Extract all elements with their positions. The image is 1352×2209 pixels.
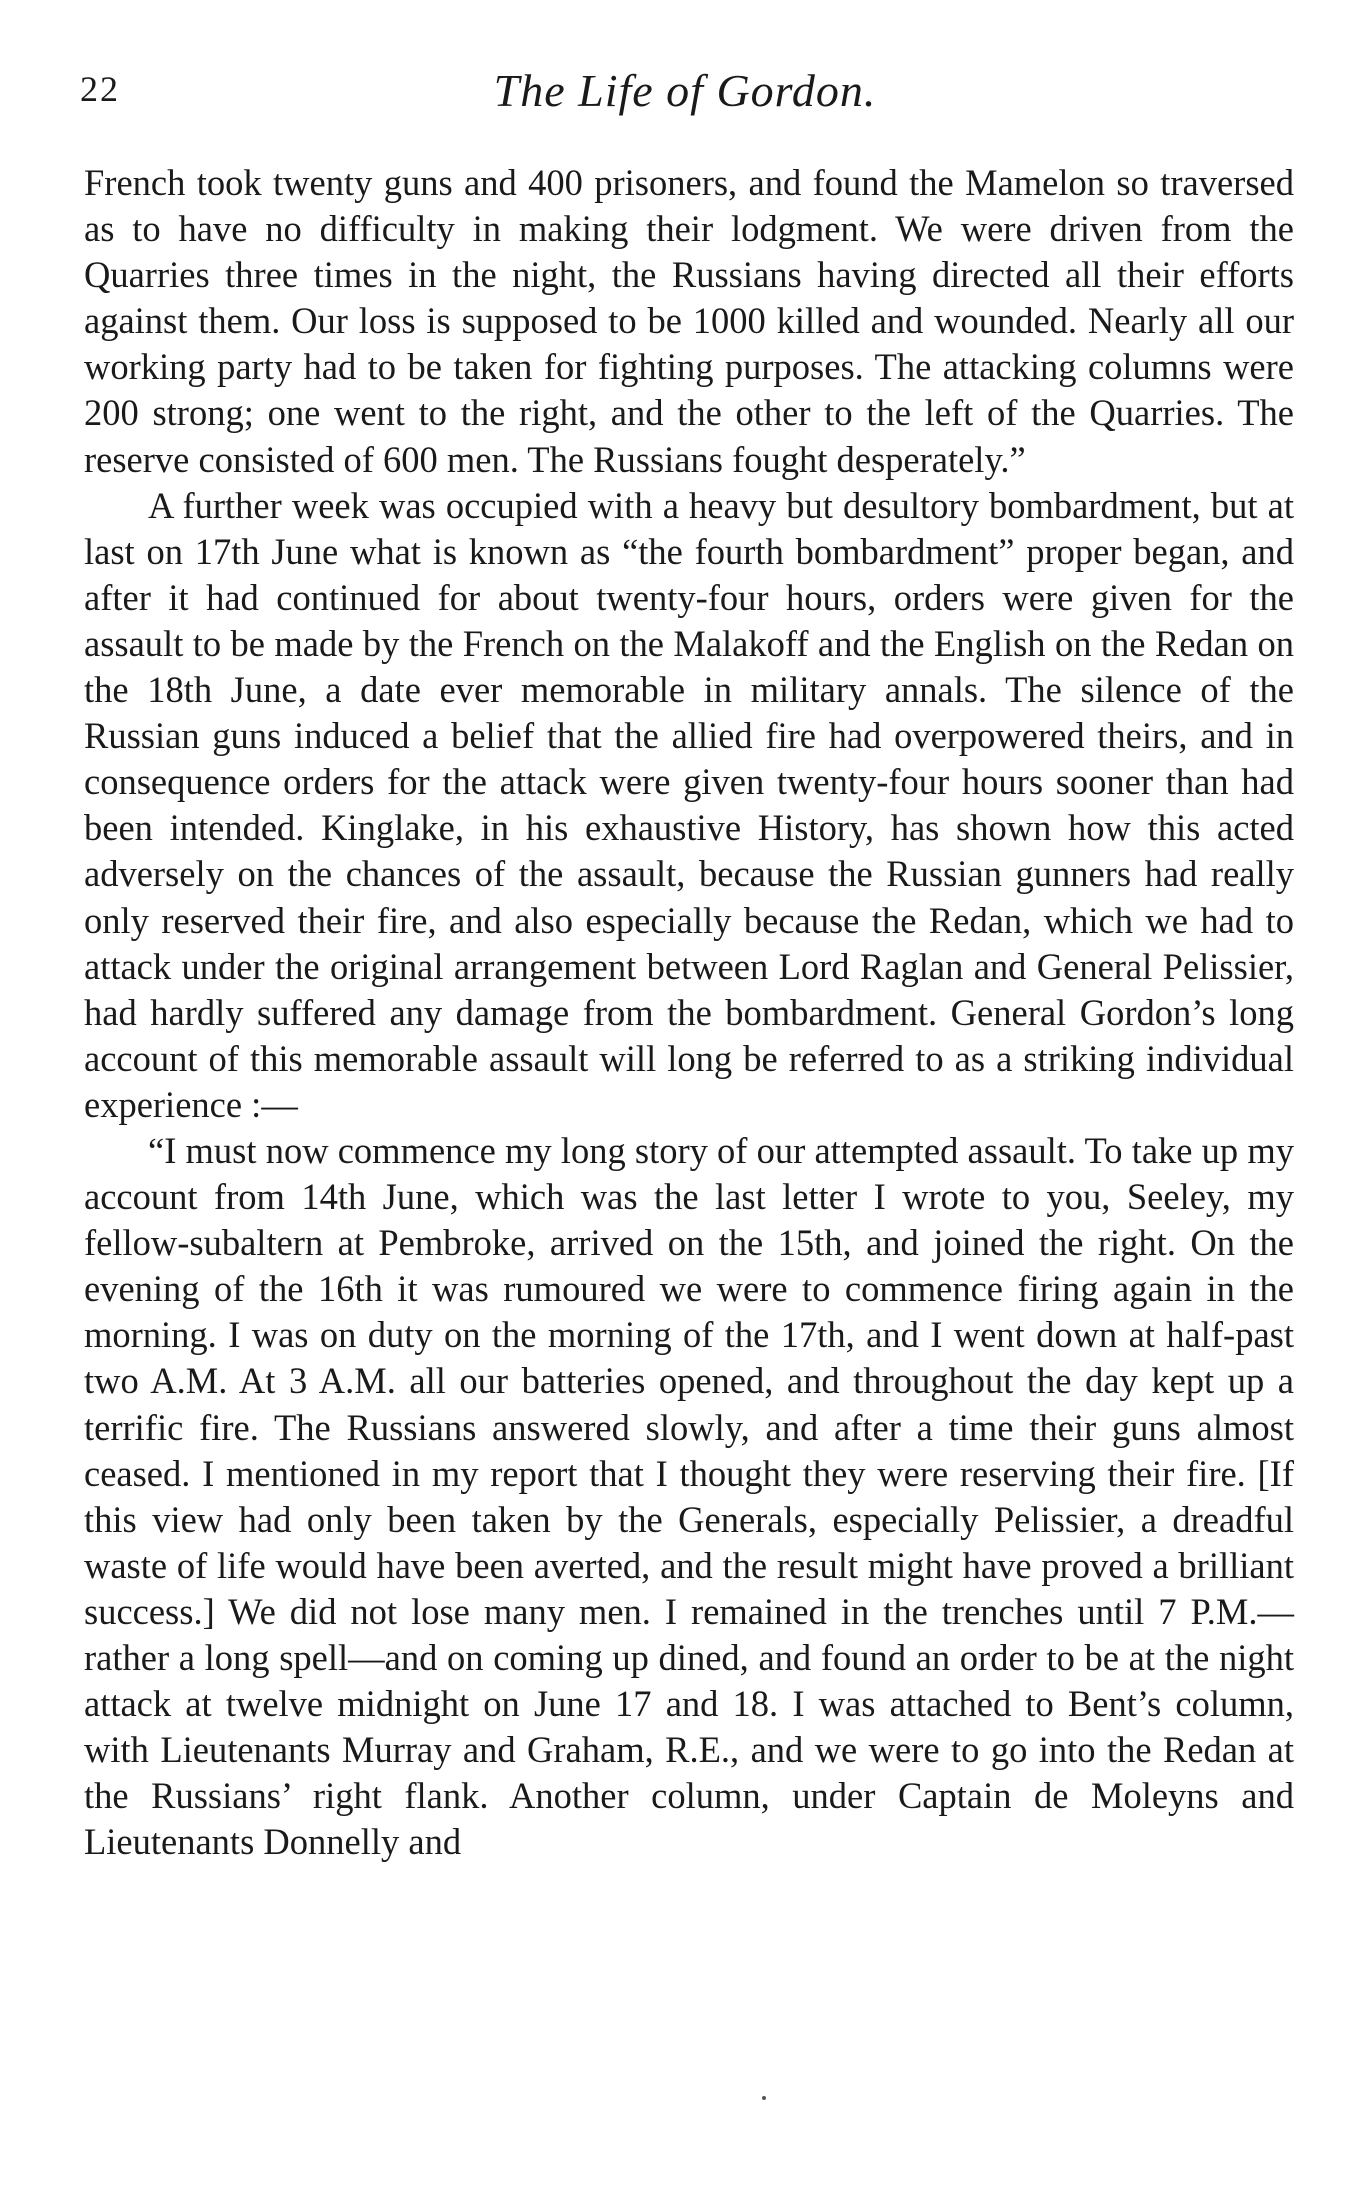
page-header bbox=[80, 64, 1290, 124]
paragraph-3: “I must now commence my long story of our attempted assault. To take up my account from 14th June, which was the last letter I wrote to you, Seeley, my fellow-subaltern at Pembroke, arrived on the 15th, and joined the right. On the evening of the 16th it was rumoured we were to commence firing again in the morning. I was on duty on the morning of the 17th, and I went down at half-past two A.M. At 3 A.M. all our batteries opened, and throughout the day kept up a terrific fire. The Russians answered slowly, and after a time their guns almost ceased. I mentioned in my report that I thought they were reserving their fire. [If this view had only been taken by the Generals, especially Pelissier, a dreadful waste of life would have been averted, and the result might have proved a brilliant success.] We did not lose many men. I remained in the trenches until 7 P.M.—rather a long spell—and on coming up dined, and found an order to be at the night attack at twelve midnight on June 17 and 18. I was attached to Bent’s column, with Lieutenants Murray and Graham, R.E., and we were to go into the Redan at the Russians’ right flank. Another column, under Captain de Moleyns and Lieutenants Donnelly and bbox=[84, 1129, 1294, 1863]
page-number: 22 bbox=[80, 69, 120, 109]
body-text bbox=[84, 160, 1294, 1865]
paragraph-2: A further week was occupied with a heavy but desultory bombardment, but at last on 17th June what is known as “the fourth bombardment” proper began, and after it had continued for about twenty-four hours, orders were given for the assault to be made by the French on the Malakoff and the English on the Redan on the 18th June, a date ever memorable in military annals. The silence of the Russian guns induced a belief that the allied fire had overpowered theirs, and in consequence orders for the attack were given twenty-four hours sooner than had been intended. Kinglake, in his exhaustive History, has shown how this acted adversely on the chances of the assault, because the Russian gunners had really only reserved their fire, and also especially because the Redan, which we had to attack under the original arrangement between Lord Raglan and General Pelissier, had hardly suffered any damage from the bombardment. General Gordon’s long account of this memorable assault will long be referred to as a striking individual experience :— bbox=[84, 484, 1294, 1125]
paragraph-1: French took twenty guns and 400 prisoners, and found the Mamelon so traversed as to have no difficulty in making their lodgment. We were driven from the Quarries three times in the night, the Russians having directed all their efforts against them. Our loss is supposed to be 1000 killed and wounded. Nearly all our working party had to be taken for fighting purposes. The attacking columns were 200 strong; one went to the right, and the other to the left of the Quarries. The reserve consisted of 600 men. The Russians fought desperately.” bbox=[84, 162, 1294, 480]
printer-dot bbox=[762, 2096, 766, 2100]
running-title: The Life of Gordon. bbox=[493, 65, 877, 116]
